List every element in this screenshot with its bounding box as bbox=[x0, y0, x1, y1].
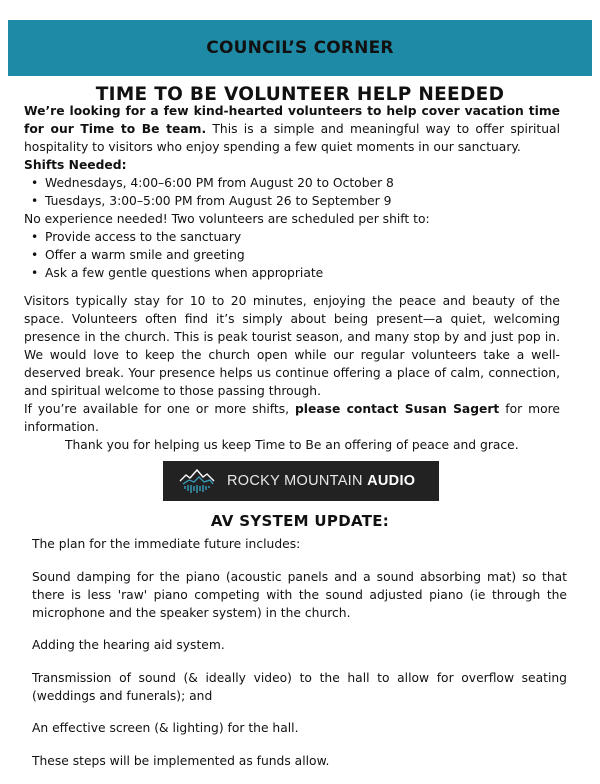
duties-list bbox=[24, 228, 560, 282]
av-paragraph: Adding the hearing aid system. bbox=[32, 638, 225, 652]
banner-title: COUNCIL’S CORNER bbox=[206, 38, 394, 58]
thanks-text: Thank you for helping us keep Time to Be an offering of peace and grace. bbox=[65, 438, 519, 452]
list-item: • Wednesdays, 4:00–6:00 PM from August 20 to October 8 bbox=[45, 174, 560, 192]
volunteer-intro bbox=[24, 102, 560, 282]
av-paragraph: Transmission of sound (& ideally video) to the hall to allow for overflow seating (weddings and funerals); and bbox=[32, 670, 567, 703]
av-paragraph: The plan for the immediate future includes: bbox=[32, 537, 301, 551]
av-paragraph: These steps will be implemented as funds allow. bbox=[32, 753, 330, 768]
list-item: • Provide access to the sanctuary bbox=[45, 228, 560, 246]
av-paragraph: An effective screen (& lighting) for the hall. bbox=[32, 721, 299, 735]
logo-text: ROCKY MOUNTAIN AUDIO bbox=[227, 473, 416, 489]
list-item: • Offer a warm smile and greeting bbox=[45, 246, 560, 264]
av-heading: AV SYSTEM UPDATE: bbox=[210, 512, 390, 530]
shifts-list bbox=[24, 174, 560, 210]
intro-bold-text: We’re looking for a few kind-hearted volunteers to help cover vacation time for our Time to Be team. bbox=[24, 104, 560, 136]
av-update-section bbox=[32, 535, 567, 784]
contact-paragraph: If you’re available for one or more shifts, please contact Susan Sagert for more information. bbox=[24, 402, 560, 434]
av-paragraph: Sound damping for the piano (acoustic panels and a sound absorbing mat) so that there is less 'raw' piano competing with the sound adjusted piano (ie through the microphone and the speaker system) in the church. bbox=[32, 569, 567, 620]
list-item: • Ask a few gentle questions when appropriate bbox=[45, 264, 560, 282]
shifts-heading: Shifts Needed: bbox=[24, 158, 127, 172]
list-item: • Tuesdays, 3:00–5:00 PM from August 26 to September 9 bbox=[45, 192, 560, 210]
visitors-paragraph: Visitors typically stay for 10 to 20 minutes, enjoying the peace and beauty of the space. Volunteers often find it’s simply about being present—a quiet, welcoming presence in the church. This is peak tourist season, and many stop by and just pop in. We would love to keep the church open while our regular volunteers take a well-deserved break. Your presence helps us continue offering a place of calm, connection, and spiritual welcome to those passing through. bbox=[24, 294, 560, 398]
volunteer-heading: TIME TO BE VOLUNTEER HELP NEEDED bbox=[95, 84, 505, 105]
visitors-section bbox=[24, 292, 560, 454]
no-experience-text: No experience needed! Two volunteers are scheduled per shift to: bbox=[24, 212, 430, 226]
sponsor-logo bbox=[163, 461, 439, 501]
mountain-soundwave-icon bbox=[179, 468, 215, 494]
intro-paragraph bbox=[24, 102, 560, 156]
section-banner bbox=[8, 20, 592, 76]
contact-name: please contact Susan Sagert bbox=[294, 402, 500, 416]
intro-text: This is a simple and meaningful way to offer spiritual hospitality to visitors who enjoy spending a few quiet moments in our sanctuary. bbox=[24, 122, 560, 154]
